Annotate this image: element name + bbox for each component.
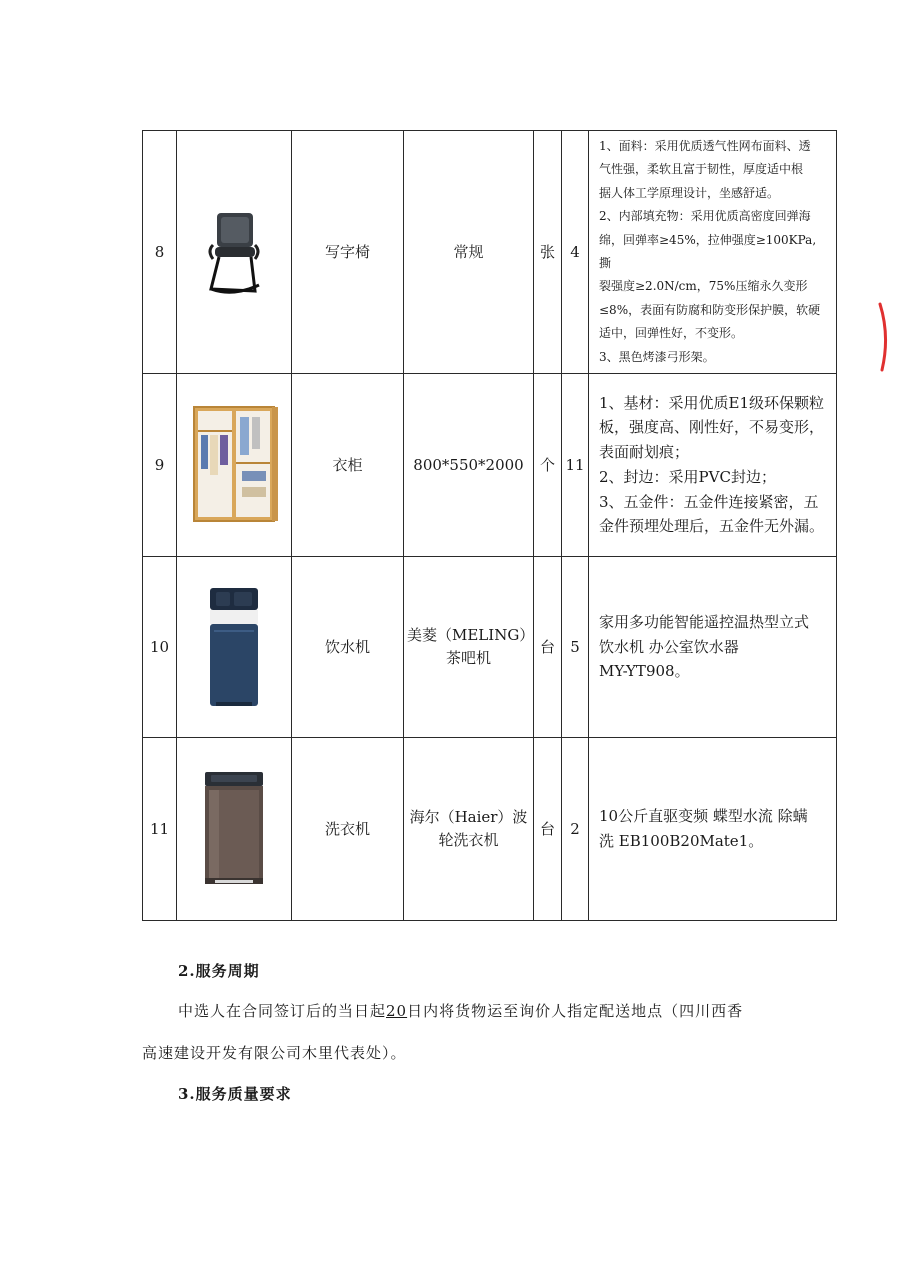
product-spec: 海尔（Haier）波 轮洗衣机 xyxy=(404,737,534,920)
table-row xyxy=(143,131,837,374)
product-name: 写字椅 xyxy=(292,131,404,374)
delivery-days: 20 xyxy=(386,1002,408,1020)
red-margin-mark-icon xyxy=(876,300,892,374)
row-number: 9 xyxy=(143,373,177,556)
product-name: 衣柜 xyxy=(292,373,404,556)
row-number: 8 xyxy=(143,131,177,374)
product-description: 1、面料：采用优质透气性网布面料、透 气性强，柔软且富于韧性，厚度适中根 据人体工学原理设计，坐感舒适。 2、内部填充物：采用优质高密度回弹海 绵，回弹率≥45%，拉伸强度≥100KPa,撕 裂强度≥2.0N/cm，75%压缩永久变形 ≤8%，表面有防腐和防变形保护膜，软硬 适中，回弹性好，不变形。 3、黑色烤漆弓形架。 xyxy=(589,131,837,374)
product-name: 洗衣机 xyxy=(292,737,404,920)
product-spec: 800*550*2000 xyxy=(404,373,534,556)
product-qty: 5 xyxy=(562,556,589,737)
office-chair-icon xyxy=(199,207,269,297)
product-qty: 11 xyxy=(562,373,589,556)
product-name: 饮水机 xyxy=(292,556,404,737)
product-spec: 美菱（MELING） 茶吧机 xyxy=(404,556,534,737)
wardrobe-icon xyxy=(186,403,282,527)
section-heading-service-period: 2.服务周期 xyxy=(178,962,260,980)
product-description: 1、基材：采用优质E1级环保颗粒 板，强度高、刚性好，不易变形， 表面耐划痕； 2、封边：采用PVC封边； 3、五金件：五金件连接紧密，五 金件预埋处理后，五金件无外漏。 xyxy=(589,373,837,556)
product-image-cell xyxy=(177,737,292,920)
table-row xyxy=(143,373,837,556)
product-unit: 个 xyxy=(534,373,562,556)
water-dispenser-icon xyxy=(204,584,264,710)
service-period-paragraph-line2: 高速建设开发有限公司木里代表处）。 xyxy=(142,1044,407,1062)
product-image-cell xyxy=(177,556,292,737)
product-qty: 2 xyxy=(562,737,589,920)
product-unit: 台 xyxy=(534,737,562,920)
table-row xyxy=(143,556,837,737)
product-description: 10公斤直驱变频 蝶型水流 除螨 洗 EB100B20Mate1。 xyxy=(589,737,837,920)
product-image-cell xyxy=(177,131,292,374)
product-unit: 张 xyxy=(534,131,562,374)
product-image-cell xyxy=(177,373,292,556)
row-number: 10 xyxy=(143,556,177,737)
washing-machine-icon xyxy=(201,770,267,888)
product-unit: 台 xyxy=(534,556,562,737)
service-period-paragraph-line1: 中选人在合同签订后的当日起20日内将货物运至询价人指定配送地点（四川西香 xyxy=(178,1002,744,1020)
row-number: 11 xyxy=(143,737,177,920)
product-spec-table xyxy=(142,130,837,921)
product-description: 家用多功能智能遥控温热型立式 饮水机 办公室饮水器 MY-YT908。 xyxy=(589,556,837,737)
product-spec: 常规 xyxy=(404,131,534,374)
product-qty: 4 xyxy=(562,131,589,374)
table-row xyxy=(143,737,837,920)
section-heading-quality-requirements: 3.服务质量要求 xyxy=(178,1085,292,1103)
